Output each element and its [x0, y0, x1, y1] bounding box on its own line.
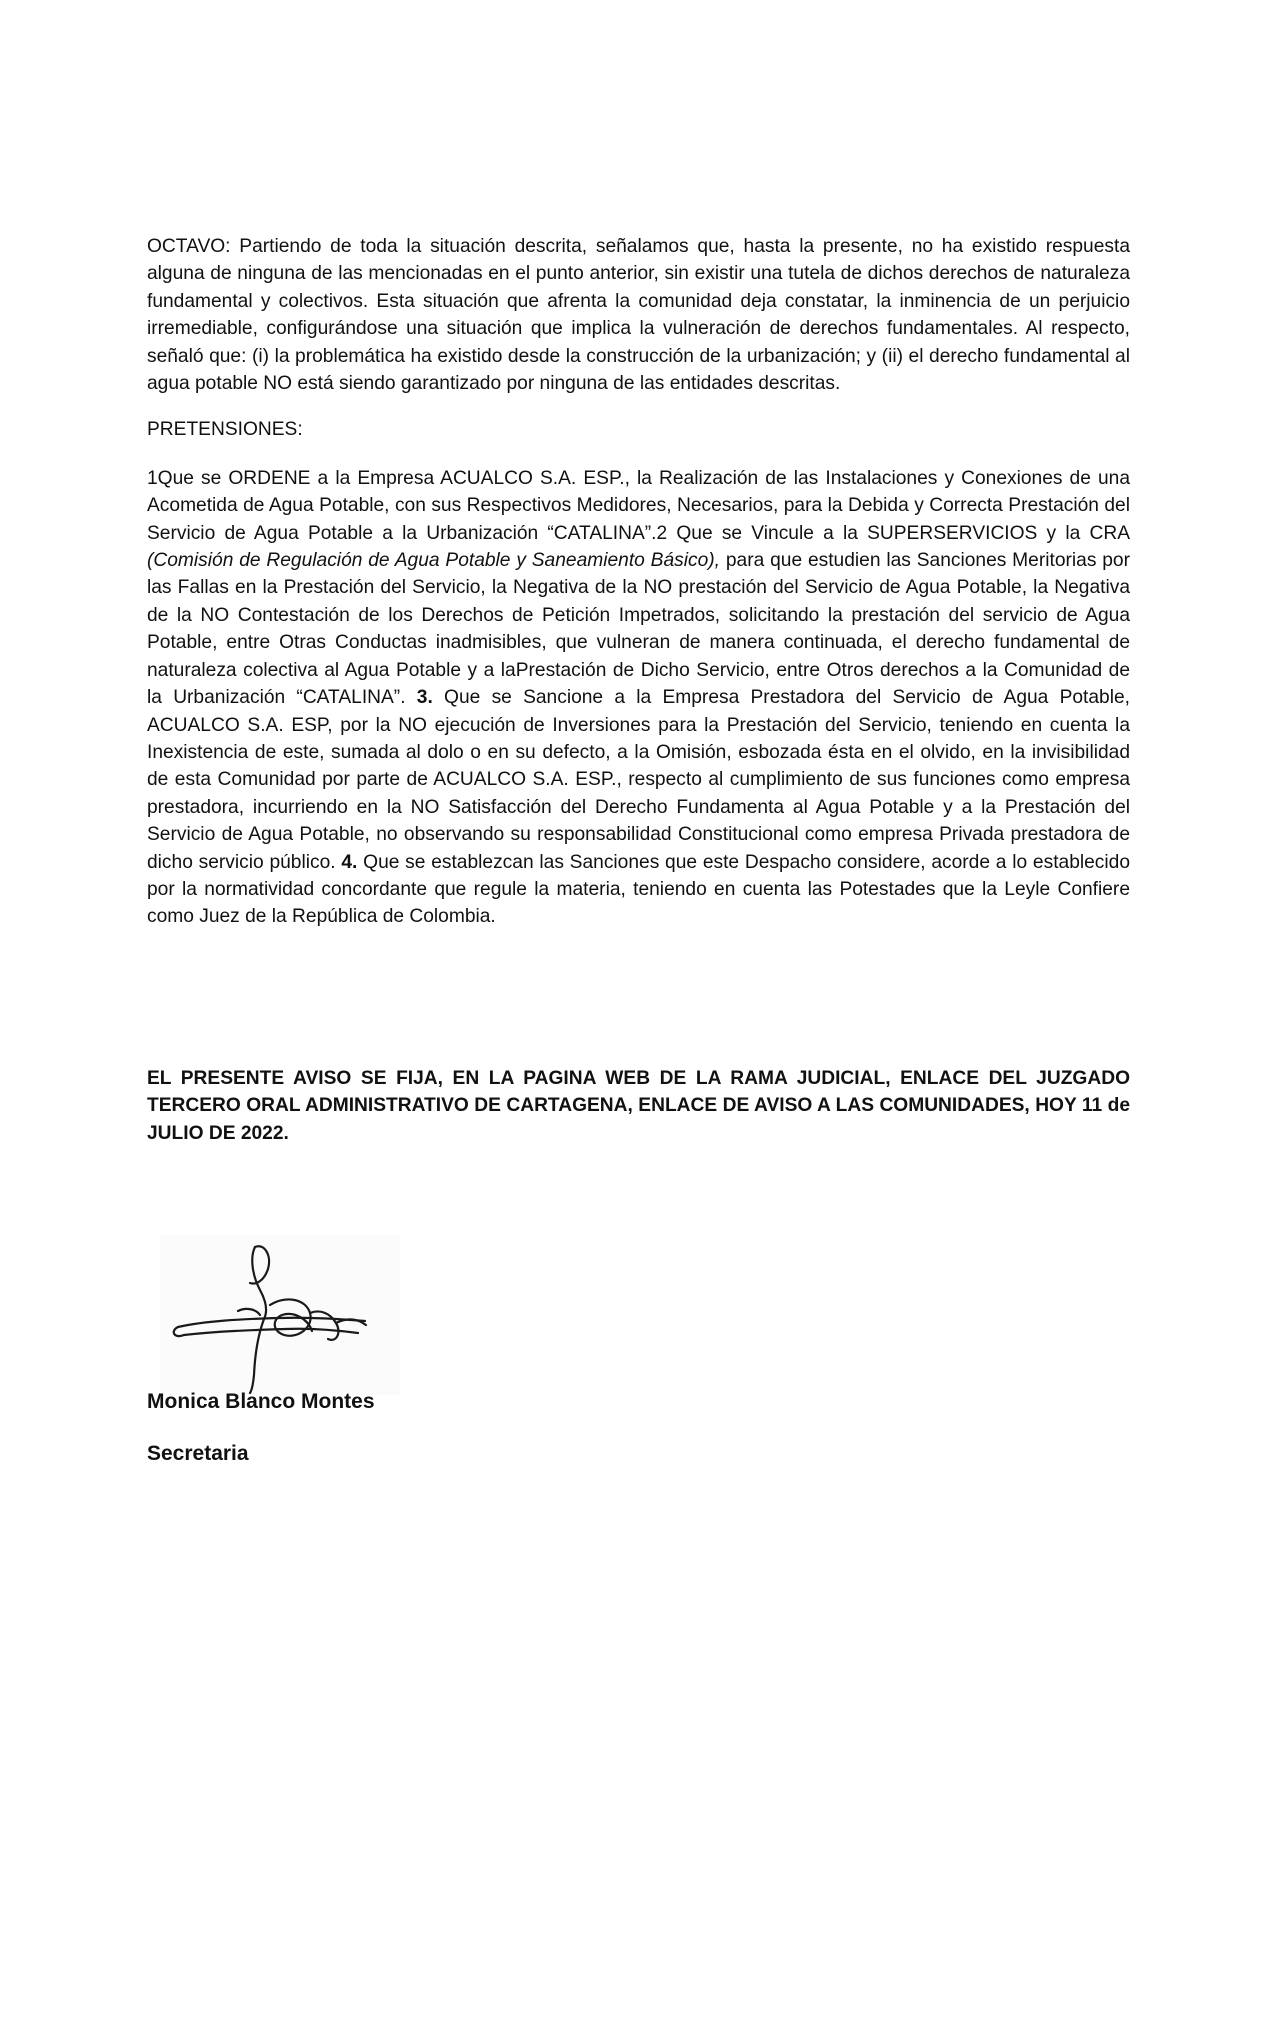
pretension-4-text: Que se establezcan las Sanciones que este Despacho considere, acorde a lo establecido por la normatividad concordante que regule la materia, teniendo en cuenta las Potestades que la Leyle Confiere como Juez de la República de Colombia. [147, 851, 1130, 928]
pretension-1-2-text: 1Que se ORDENE a la Empresa ACUALCO S.A. ESP., la Realización de las Instalaciones y Conexiones de una Acometida de Agua Potable, con sus Respectivos Medidores, Necesarios, para la Debida y Correcta Prestación del Servicio de Agua Potable a la Urbanización “CATALINA”.2 Que se Vincule a la SUPERSERVICIOS y la CRA [147, 467, 1130, 544]
octavo-paragraph: OCTAVO: Partiendo de toda la situación descrita, señalamos que, hasta la presente, no ha existido respuesta alguna de ninguna de las mencionadas en el punto anterior, sin existir una tutela de dichos derechos de naturaleza fundamental y colectivos. Esta situación que afrenta la comunidad deja constatar, la inminencia de un perjuicio irremediable, configurándose una situación que implica la vulneración de derechos fundamentales. Al respecto, señaló que: (i) la problemática ha existido desde la construcción de la urbanización; y (ii) el derecho fundamental al agua potable NO está siendo garantizado por ninguna de las entidades descritas. [147, 236, 1130, 395]
signer-name: Monica Blanco Montes [147, 1390, 375, 1413]
pretension-3-text: Que se Sancione a la Empresa Prestadora del Servicio de Agua Potable, ACUALCO S.A. ESP, por la NO ejecución de Inversiones para la Prestación del Servicio, teniendo en cuenta la Inexistencia de este, sumada al dolo o en su defecto, a la Omisión, esbozada ésta en el olvido, en la invisibilidad de esta Comunidad por parte de ACUALCO S.A. ESP., respecto al cumplimiento de sus funciones como empresa prestadora, incurriendo en la NO Satisfacción del Derecho Fundamenta al Agua Potable y a la Prestación del Servicio de Agua Potable, no observando su responsabilidad Constitucional como empresa Privada prestadora de dicho servicio público. [147, 687, 1130, 873]
cra-description: (Comisión de Regulación de Agua Potable y Saneamiento Básico), [147, 550, 720, 572]
signature-graphic [160, 1235, 400, 1395]
public-notice: EL PRESENTE AVISO SE FIJA, EN LA PAGINA WEB DE LA RAMA JUDICIAL, ENLACE DEL JUZGADO TERCERO ORAL ADMINISTRATIVO DE CARTAGENA, ENLACE DE AVISO A LAS COMUNIDADES, HOY 11 de JULIO DE 2022. [147, 1068, 1130, 1144]
signer-role: Secretaria [147, 1442, 249, 1465]
pretension-4-number: 4. [341, 851, 358, 873]
pretensiones-paragraph [147, 465, 1130, 931]
pretension-3-number: 3. [416, 687, 433, 709]
pretensiones-heading: PRETENSIONES: [147, 419, 303, 441]
handwritten-signature [160, 1235, 400, 1395]
pretension-2-text: para que estudien las Sanciones Meritorias por las Fallas en la Prestación del Servicio, la Negativa de la NO prestación del Servicio de Agua Potable, la Negativa de la NO Contestación de los Derechos de Petición Impetrados, solicitando la prestación del servicio de Agua Potable, entre Otras Conductas inadmisibles, que vulneran de manera continuada, el derecho fundamental de naturaleza colectiva al Agua Potable y a laPrestación de Dicho Servicio, entre Otros derechos a la Comunidad de la Urbanización “CATALINA”. [147, 550, 1130, 709]
document-body [147, 233, 1130, 950]
